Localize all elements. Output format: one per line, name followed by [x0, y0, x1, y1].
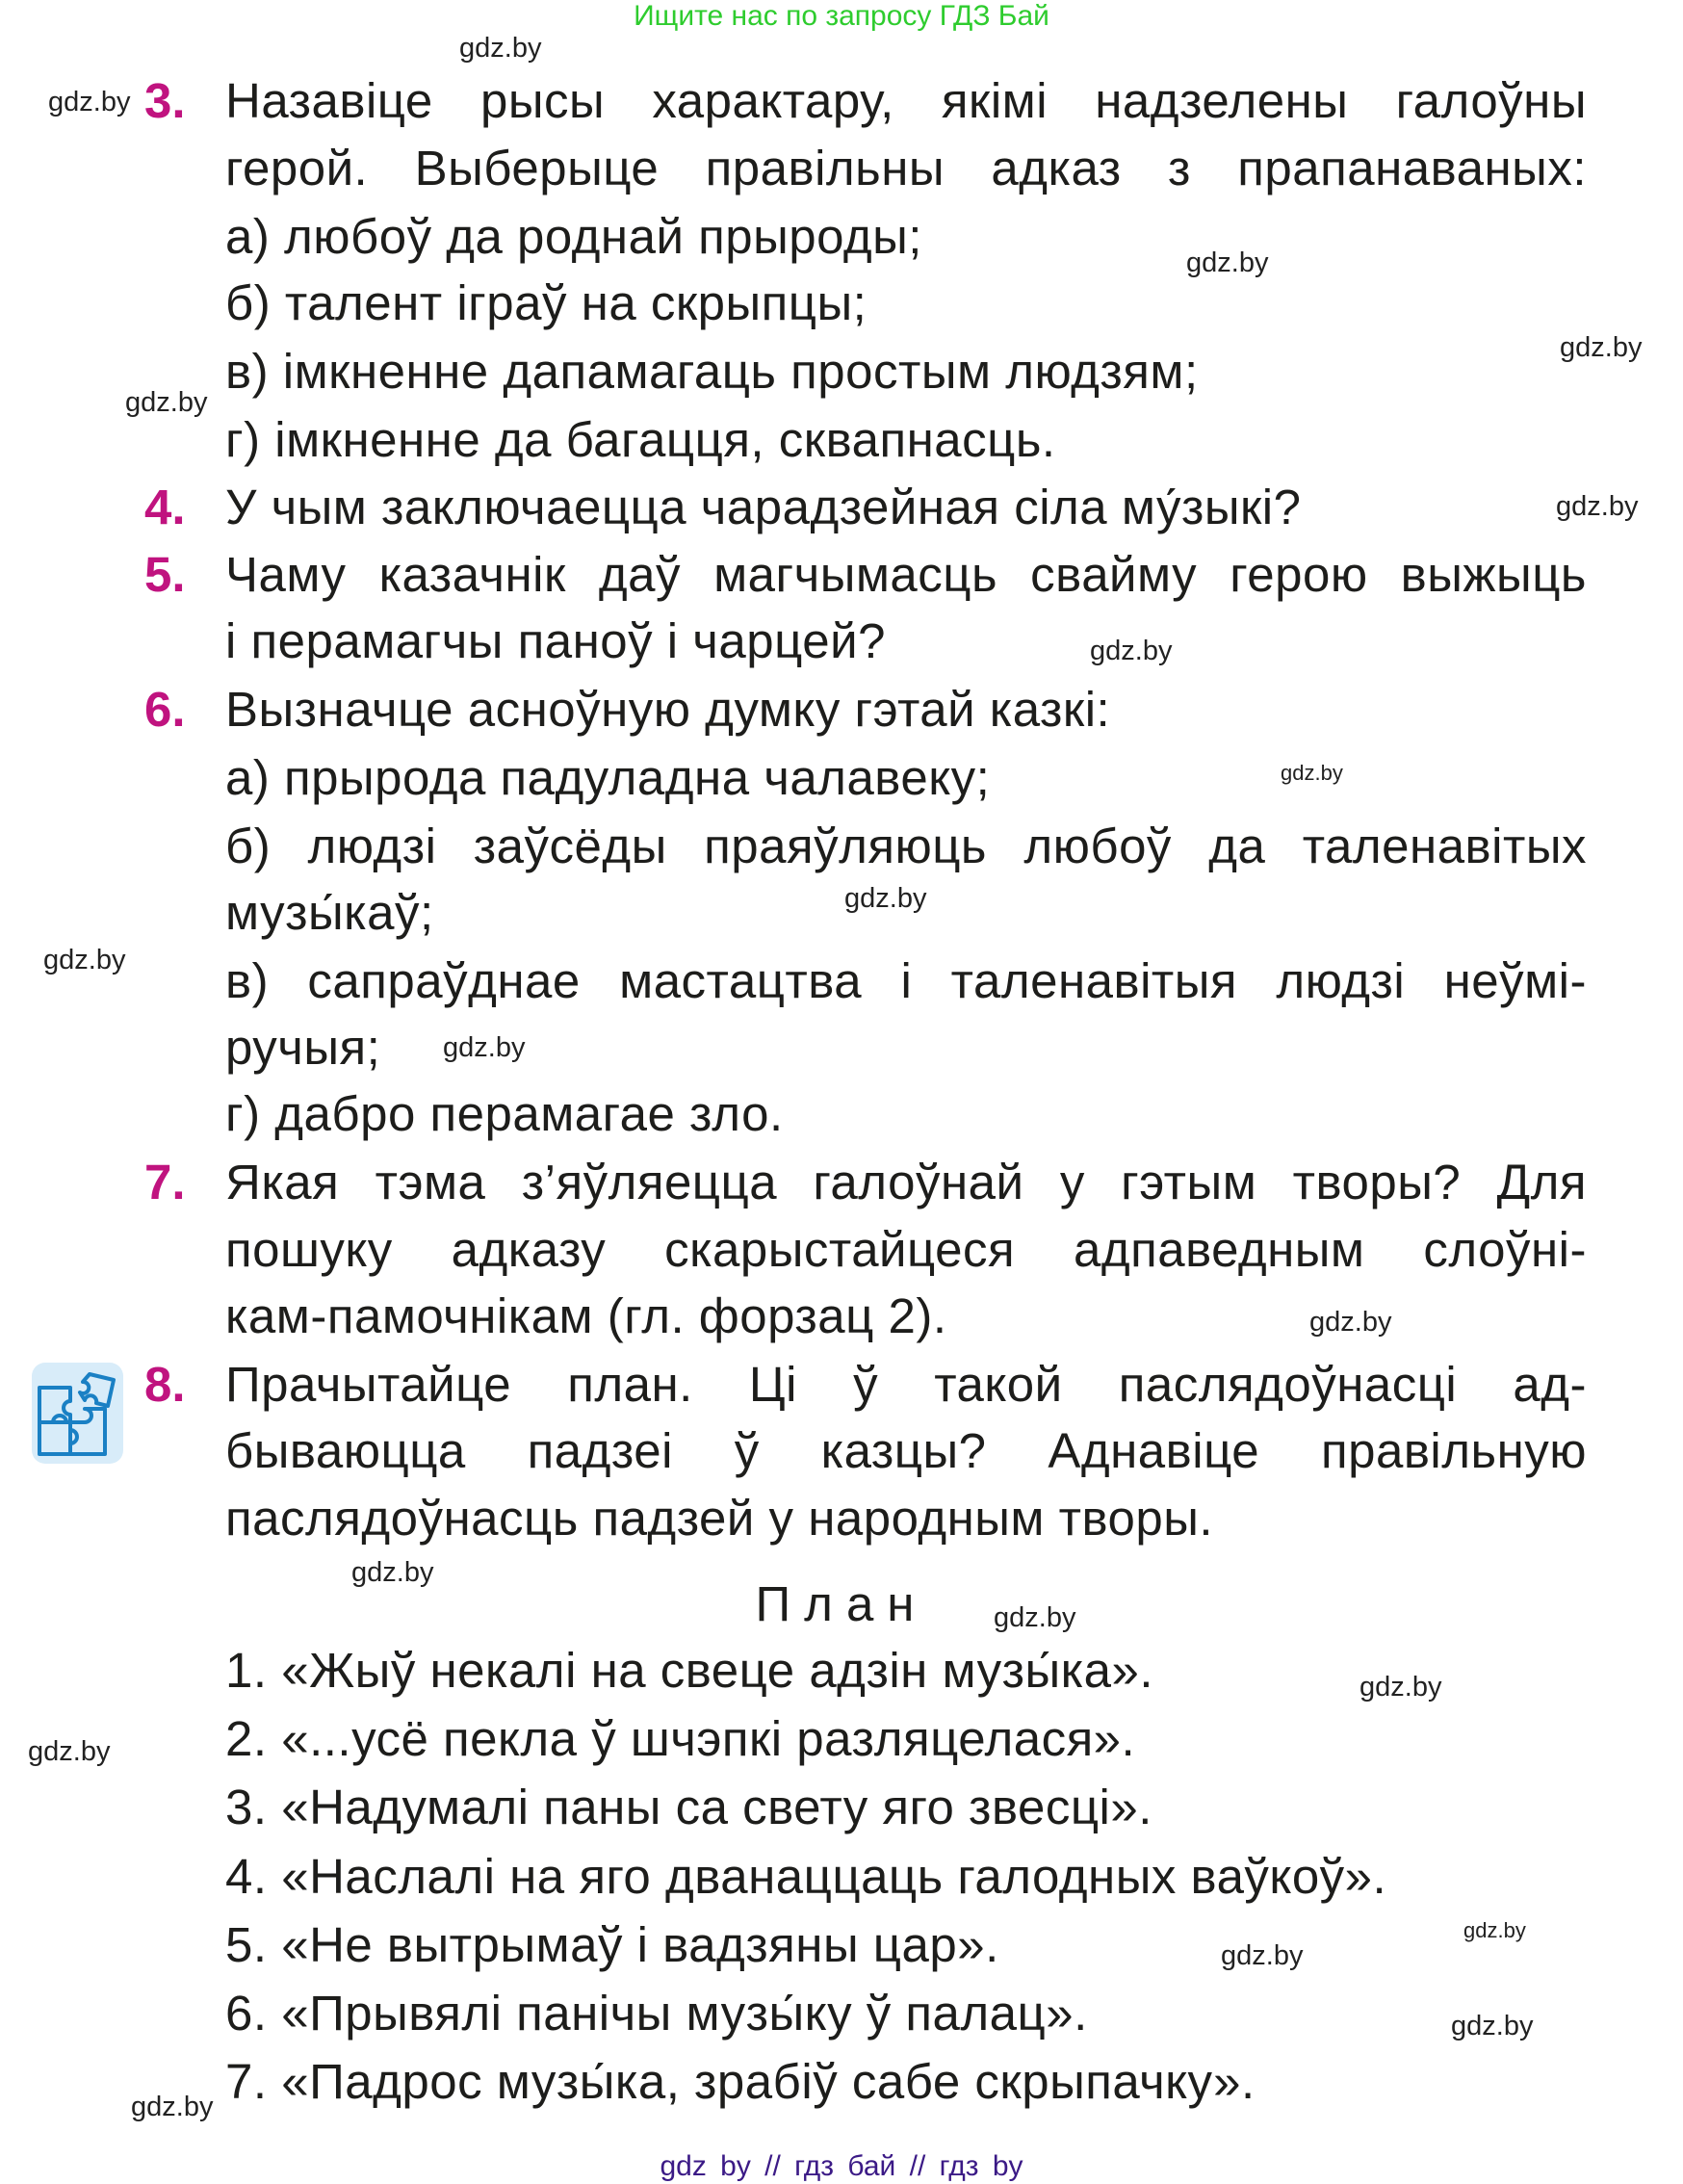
search-banner: Ищите нас по запросу ГДЗ Бай	[634, 0, 1049, 32]
question-8-line: бываюцца падзеі ў казцы? Аднавіце правільную	[225, 1423, 1587, 1478]
question-3-line: Назавіце рысы характару, якімі надзелены галоўны	[225, 73, 1587, 128]
plan-item: 4. «Наслалі на яго дванаццаць галодных ваўкоў».	[225, 1849, 1387, 1904]
plan-item: 7. «Падрос музы́ка, зрабіў сабе скрыпачку».	[225, 2054, 1256, 2109]
watermark: gdz.by	[48, 87, 131, 117]
watermark: gdz.by	[1186, 247, 1269, 278]
question-4-line: У чым заключаецца чарадзейная сіла му́зыкі?	[225, 480, 1302, 534]
watermark: gdz.by	[1281, 761, 1343, 785]
answer-option: в) імкненне дапамагаць простым людзям;	[225, 344, 1199, 399]
footer-links: gdz by // гдз бай // гдз by	[660, 2150, 1023, 2182]
watermark: gdz.by	[994, 1602, 1076, 1633]
question-7-line: пошуку адказу скарыстайцеся адпаведным слоўні-	[225, 1222, 1587, 1277]
puzzle-icon	[32, 1363, 123, 1464]
watermark: gdz.by	[1451, 2011, 1534, 2041]
watermark: gdz.by	[28, 1736, 111, 1767]
plan-item: 3. «Надумалі паны са свету яго звесці».	[225, 1780, 1152, 1834]
plan-item: 1. «Жыў некалі на свеце адзін музы́ка».	[225, 1643, 1153, 1698]
watermark: gdz.by	[1556, 491, 1639, 522]
question-7-line: Якая тэма з’яўляецца галоўнай у гэтым творы? Для	[225, 1155, 1587, 1209]
watermark: gdz.by	[1359, 1672, 1442, 1703]
watermark: gdz.by	[459, 33, 542, 64]
question-8-line: паслядоўнасць падзей у народным творы.	[225, 1491, 1214, 1546]
answer-option: а) любоў да роднай прыроды;	[225, 209, 922, 264]
watermark: gdz.by	[1309, 1307, 1392, 1338]
question-number-7: 7.	[144, 1155, 186, 1209]
watermark: gdz.by	[1090, 636, 1173, 666]
question-number-5: 5.	[144, 547, 186, 602]
question-number-8: 8.	[144, 1357, 186, 1412]
answer-option: музы́каў;	[225, 885, 434, 940]
question-number-6: 6.	[144, 682, 186, 737]
question-6-line: Вызначце асноўную думку гэтай казкі:	[225, 682, 1111, 737]
plan-item: 2. «...усё пекла ў шчэпкі разляцелася».	[225, 1711, 1136, 1766]
answer-option: в) сапраўднае мастацтва і таленавітыя людзі неўмі-	[225, 953, 1587, 1008]
answer-option: г) імкненне да багацця, сквапнасць.	[225, 412, 1056, 467]
answer-option: б) талент іграў на скрыпцы;	[225, 275, 867, 330]
plan-item: 5. «Не вытрымаў і вадзяны цар».	[225, 1917, 999, 1972]
answer-option: г) дабро перамагае зло.	[225, 1086, 784, 1141]
question-number-3: 3.	[144, 73, 186, 128]
watermark: gdz.by	[43, 945, 126, 975]
answer-option: б) людзі заўсёды праяўляюць любоў да таленавітых	[225, 819, 1587, 873]
watermark: gdz.by	[1560, 332, 1643, 363]
watermark: gdz.by	[125, 387, 208, 418]
answer-option: ручыя;	[225, 1020, 381, 1075]
watermark: gdz.by	[1463, 1918, 1526, 1942]
answer-option: а) прырода падуладна чалавеку;	[225, 750, 991, 805]
question-3-line: герой. Выберыце правільны адказ з прапанаваных:	[225, 141, 1587, 195]
plan-title: План	[755, 1576, 928, 1631]
question-7-line: кам-памочнікам (гл. форзац 2).	[225, 1288, 947, 1343]
question-number-4: 4.	[144, 480, 186, 534]
watermark: gdz.by	[1221, 1940, 1304, 1971]
question-5-line: Чаму казачнік даў магчымасць свайму герою выжыць	[225, 547, 1587, 602]
watermark: gdz.by	[351, 1557, 434, 1588]
question-8-line: Прачытайце план. Ці ў такой паслядоўнасці ад-	[225, 1357, 1587, 1412]
plan-item: 6. «Прывялі панічы музы́ку ў палац».	[225, 1986, 1088, 2041]
watermark: gdz.by	[844, 883, 927, 914]
watermark: gdz.by	[443, 1032, 526, 1063]
question-5-line: і перамагчы паноў і чарцей?	[225, 613, 886, 668]
watermark: gdz.by	[131, 2092, 214, 2122]
